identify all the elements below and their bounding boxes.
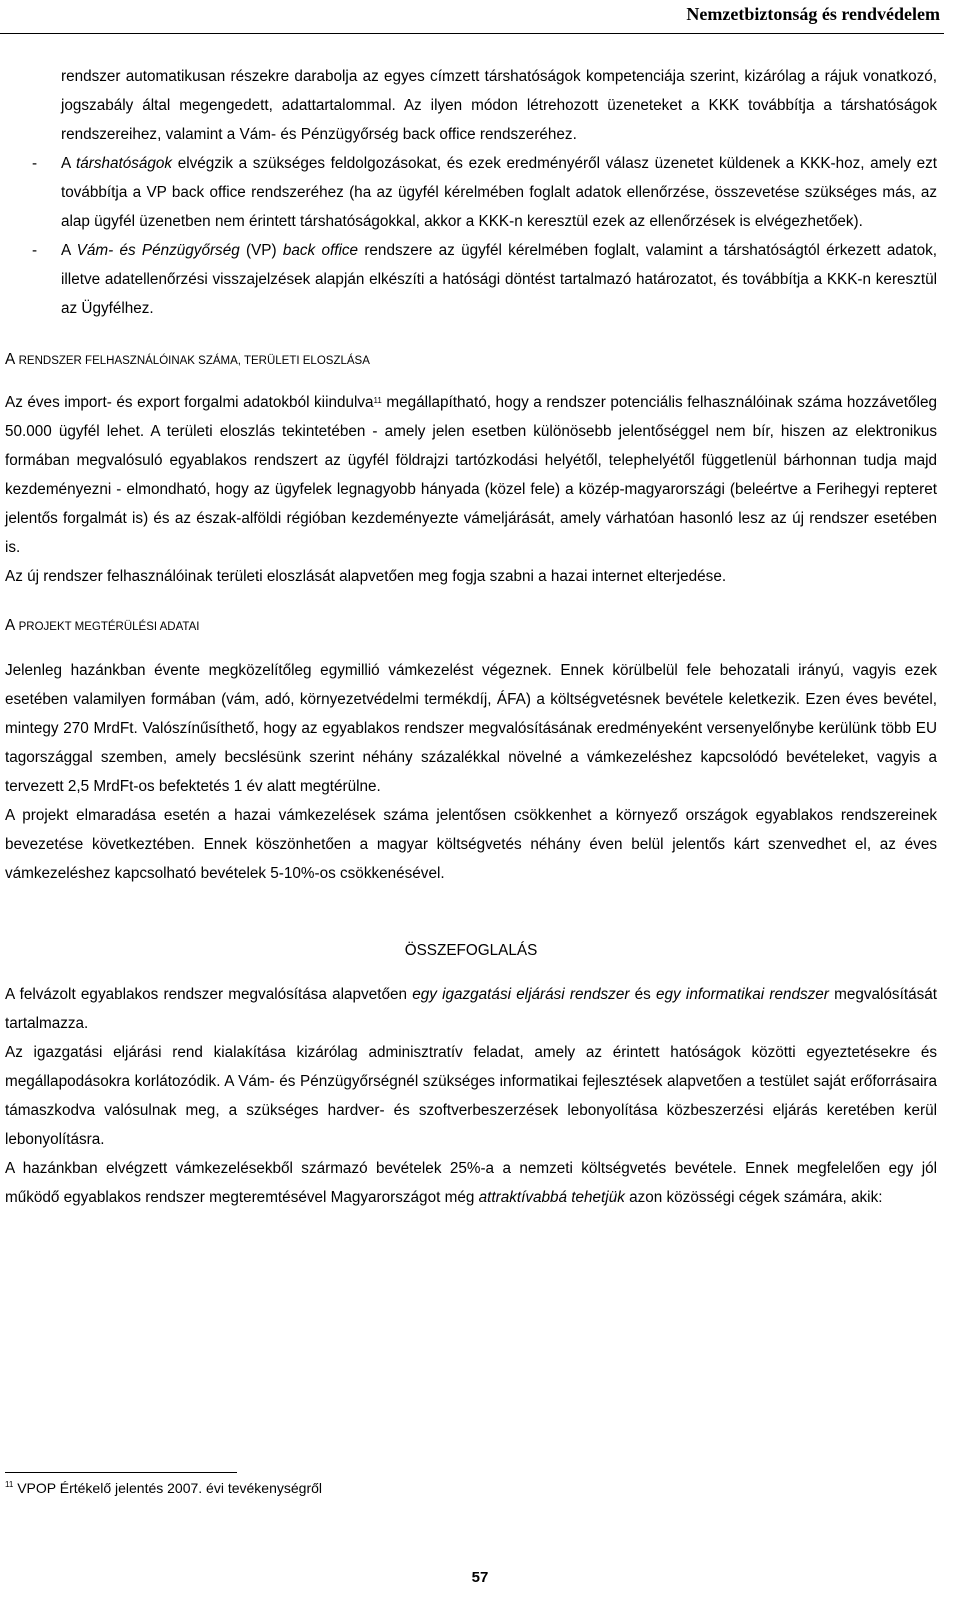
running-header: [0, 0, 940, 30]
section-heading-users: A RENDSZER FELHASZNÁLÓINAK SZÁMA, TERÜLETI ELOSZLÁSA: [5, 351, 370, 368]
summary-paragraph: A felvázolt egyablakos rendszer megvalósítása alapvetően egy igazgatási eljárási rendszer és egy informatikai rendszer megvalósítását tartalmazza.: [5, 986, 937, 1032]
list-item: - A társhatóságok elvégzik a szükséges feldolgozásokat, és ezek eredményéről válasz üzenetet küldenek a KKK-hoz, amely ezt továbbítja a VP back office rendszeréhez (ha az ügyfél kérelmében foglalt adatok ellenőrzése, összevetése szükséges más, az alap ügyfél üzenetben nem érintett társhatóságokkal, akkor a KKK-n keresztül ezek az ellenőrzések is elvégezhetőek).: [5, 149, 937, 236]
intro-continuation-paragraph: rendszer automatikusan részekre darabolja az egyes címzett társhatóságok kompetenciája szerint, kizárólag a rájuk vonatkozó, jogszabály által megengedett, adattartalommal. Az ilyen módon létrehozott üzeneteket a KKK továbbítja a társhatóságok rendszereihez, valamint a Vám- és Pénzügyőrség back office rendszeréhez.: [61, 68, 937, 143]
page-body: [5, 62, 937, 1212]
revenue-paragraph: A hazánkban elvégzett vámkezelésekből származó bevételek 25%-a a nemzeti költségvetés bevétele. Ennek megfelelően egy jól működő egyablakos rendszer megteremtésével Magyarországot még attraktívabbá tehetjük azon közösségi cégek számára, akik:: [5, 1160, 937, 1206]
page-number: 57: [471, 1569, 489, 1586]
section-heading-return: A PROJEKT MEGTÉRÜLÉSI ADATAI: [5, 617, 200, 634]
users-distribution-paragraph: Az új rendszer felhasználóinak területi eloszlását alapvetően meg fogja szabni a hazai internet elterjedése.: [5, 568, 727, 585]
emphasis: egy igazgatási eljárási rendszer: [412, 986, 630, 1003]
return-paragraph: Jelenleg hazánkban évente megközelítőleg egymillió vámkezelést végeznek. Ennek körülbelül fele behozatali irányú, vagyis ezek esetében valamilyen formában (vám, adó, környezetvédelmi termékdíj, ÁFA) a költségvetésnek bevétele keletkezik. Ezen éves bevétel, mintegy 270 MrdFt. Valószínűsíthető, hogy az egyablakos rendszer megvalósításának eredményeként versenyelőnybe kerülünk több EU tagországgal szemben, amely becslésünk szerint néhány százalékkal növelné a vámkezeléshez kapcsolódó bevételeket, vagyis a tervezett 2,5 MrdFt-os befektetés 1 év alatt megtérülne.: [5, 662, 937, 795]
footnote-text: VPOP Értékelő jelentés 2007. évi tevékenységről: [13, 1480, 323, 1496]
emphasis: back office: [282, 242, 359, 259]
footnote-number: 11: [5, 1480, 14, 1489]
header-title: Nemzetbiztonság és rendvédelem: [686, 4, 940, 24]
risk-paragraph: A projekt elmaradása esetén a hazai vámkezelések száma jelentősen csökkenhet a környező országok egyablakos rendszereinek bevezetése következtében. Ennek köszönhetően a magyar költségvetés néhány éven belül jelentős kárt szenvedhet el, az éves vámkezeléshez kapcsolható bevételek 5-10%-os csökkenésével.: [5, 807, 937, 882]
list-dash: -: [32, 242, 38, 259]
admin-paragraph: Az igazgatási eljárási rend kialakítása kizárólag adminisztratív feladat, amely az érintett hatóságok közötti egyeztetésekre és megállapodásokra korlátozódik. A Vám- és Pénzügyőrségnél szükséges informatikai fejlesztések alapvetően a testület saját erőforrásaira támaszkodva valósulnak meg, a szükséges hardver- és szoftverbeszerzések lebonyolítása közbeszerzési eljárás keretében kerül lebonyolításra.: [5, 1044, 937, 1148]
footnote: [5, 1480, 322, 1496]
summary-heading: ÖSSZEFOGLALÁS: [404, 942, 538, 959]
emphasis: attraktívabbá tehetjük: [478, 1189, 625, 1206]
list-item: - A Vám- és Pénzügyőrség (VP) back office rendszere az ügyfél kérelmében foglalt, valamint a társhatóságtól érkezett adatok, illetve adatellenőrzési visszajelzések alapján elkészíti a hatósági döntést tartalmazó határozatot, és továbbítja a KKK-n keresztül az Ügyfélhez.: [5, 236, 937, 323]
list-dash: -: [32, 155, 38, 172]
emphasis: egy informatikai rendszer: [656, 986, 829, 1003]
header-divider: [0, 33, 944, 34]
footnote-divider: [5, 1472, 237, 1473]
footnote-reference: 11: [373, 396, 382, 405]
emphasis: Vám- és Pénzügyőrség: [76, 242, 240, 259]
users-paragraph: Az éves import- és export forgalmi adatokból kiindulva$^{11}$ megállapítható, hogy a rendszer potenciális felhasználóinak száma hozzávetőleg 50.000 ügyfél lehet. A területi eloszlás tekintetében - amely jelen esetben különösebb jelentőséggel nem bír, hiszen az elektronikus formában megvalósuló egyablakos rendszert az ügyfél földrajzi tartózkodási helyétől, telephelyétől függetlenül bárhonnan tudja majd kezdeményezni - elmondható, hogy az ügyfelek legnagyobb hányada (közel fele) a közép-magyarországi (beleértve a Ferihegyi repteret jelentős forgalmát is) és az észak-alföldi régióban kezdeményezte vámeljárását, amely várhatóan hasonló lesz az új rendszer esetében is.: [5, 394, 937, 556]
emphasis: társhatóságok: [75, 155, 173, 172]
